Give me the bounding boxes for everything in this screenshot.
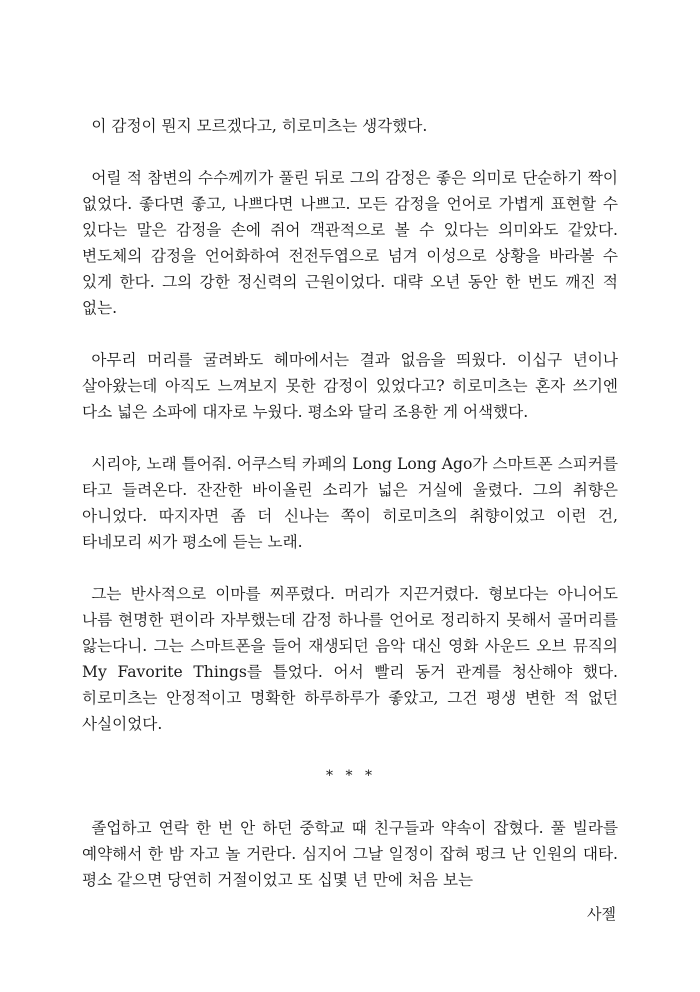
- paragraph: 어릴 적 참변의 수수께끼가 풀린 뒤로 그의 감정은 좋은 의미로 단순하기 짝이 없었다. 좋다면 좋고, 나쁘다면 나쁘고. 모든 감정을 언어로 가볍게 표현할 수 있다는 말은 감정을 손에 쥐어 객관적으로 볼 수 있다는 의미와도 같았다. 변도체의 감정을 언어화하여 전전두엽으로 넘겨 이성으로 상황을 바라볼 수 있게 한다. 그의 강한 정신력의 근원이었다. 대략 오년 동안 한 번도 깨진 적 없는.: [82, 169, 618, 317]
- page-footer-author: 사젤: [587, 905, 616, 923]
- scene-separator: * * *: [326, 768, 376, 784]
- paragraph-gap: [82, 139, 618, 165]
- paragraph-gap: [82, 555, 618, 581]
- paragraph: 시리야, 노래 틀어줘. 어쿠스틱 카페의 Long Long Ago가 스마트폰 스피커를 타고 들려온다. 잔잔한 바이올린 소리가 넓은 거실에 울렸다. 그의 취향은 아니었다. 따지자면 좀 더 신나는 쪽이 히로미츠의 취향이었고 이런 건, 타네모리 씨가 평소에 듣는 노래.: [82, 455, 618, 551]
- paragraph-gap: [82, 789, 618, 815]
- paragraph: 졸업하고 연락 한 번 안 하던 중학교 때 친구들과 약속이 잡혔다. 풀 빌라를 예약해서 한 밤 자고 놀 거란다. 심지어 그날 일정이 잡혀 펑크 난 인원의 대타. 평소 같으면 당연히 거절이었고 또 십몇 년 만에 처음 보는: [82, 819, 618, 889]
- paragraph: 그는 반사적으로 이마를 찌푸렸다. 머리가 지끈거렸다. 형보다는 아니어도 나름 현명한 편이라 자부했는데 감정 하나를 언어로 정리하지 못해서 골머리를 앓는다니. 그는 스마트폰을 들어 재생되던 음악 대신 영화 사운드 오브 뮤직의 My Favorite Things를 틀었다. 어서 빨리 동거 관계를 청산해야 했다. 히로미츠는 안정적이고 명확한 하루하루가 좋았고, 그건 평생 변한 적 없던 사실이었다.: [82, 585, 618, 733]
- paragraph: 이 감정이 뭔지 모르겠다고, 히로미츠는 생각했다.: [91, 117, 428, 135]
- document-body: [82, 113, 618, 893]
- paragraph-gap: [82, 737, 618, 763]
- paragraph-gap: [82, 321, 618, 347]
- paragraph-gap: [82, 425, 618, 451]
- paragraph: 아무리 머리를 굴려봐도 헤마에서는 결과 없음을 띄웠다. 이십구 년이나 살아왔는데 아직도 느껴보지 못한 감정이 있었다고? 히로미츠는 혼자 쓰기엔 다소 넓은 소파에 대자로 누웠다. 평소와 달리 조용한 게 어색했다.: [82, 351, 618, 421]
